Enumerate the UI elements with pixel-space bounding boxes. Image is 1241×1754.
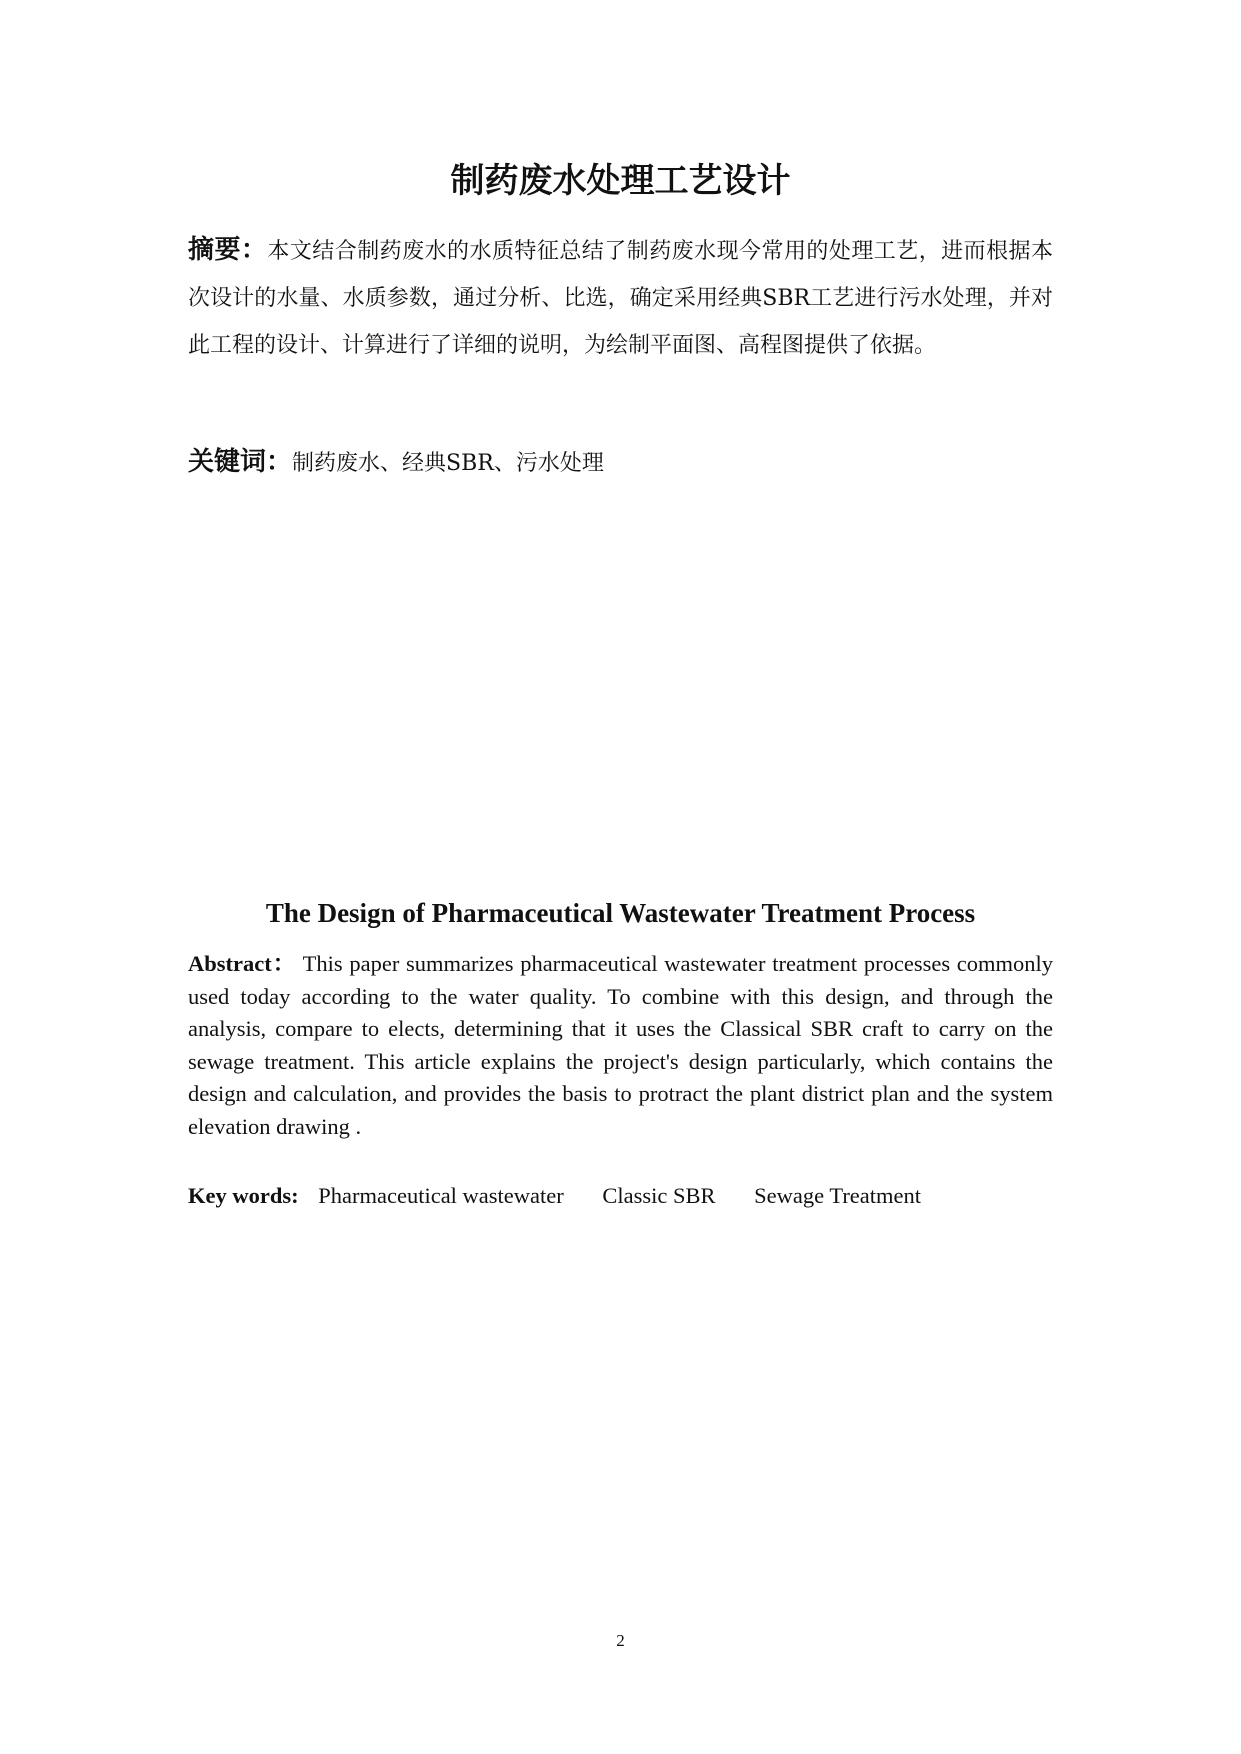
chinese-title: 制药废水处理工艺设计: [450, 161, 791, 201]
page-number: 2: [616, 1631, 625, 1650]
chinese-keywords-label: 关键词：: [188, 447, 293, 477]
keyword-item: Classic SBR: [602, 1183, 716, 1208]
keyword-item: Sewage Treatment: [754, 1183, 922, 1208]
english-abstract: [188, 948, 1053, 1143]
english-keywords-label: Key words:: [188, 1183, 299, 1208]
english-abstract-text: This paper summarizes pharmaceutical wastewater treatment processes commonly used today according to the water quality. To combine with this design, and through the analysis, compare to elects, determining that it uses the Classical SBR craft to carry on the sewage treatment. This article explains the project's design particularly, which contains the design and calculation, and provides the basis to protract the plant district plan and the system elevation drawing .: [188, 951, 1054, 1139]
chinese-abstract: [188, 227, 1053, 369]
chinese-abstract-label: 摘要：: [188, 235, 268, 265]
chinese-keywords-text: 制药废水、经典SBR、污水处理: [292, 451, 604, 476]
chinese-keywords: [188, 440, 1053, 486]
chinese-abstract-text: 本文结合制药废水的水质特征总结了制药废水现今常用的处理工艺，进而根据本次设计的水量、水质参数，通过分析、比选，确定采用经典SBR工艺进行污水处理，并对此工程的设计、计算进行了详细的说明，为绘制平面图、高程图提供了依据。: [188, 239, 1053, 358]
english-title: The Design of Pharmaceutical Wastewater Treatment Process: [265, 898, 976, 928]
keyword-item: Pharmaceutical wastewater: [318, 1183, 564, 1208]
english-keywords: [188, 1180, 1053, 1212]
english-abstract-label: Abstract：: [188, 951, 297, 976]
